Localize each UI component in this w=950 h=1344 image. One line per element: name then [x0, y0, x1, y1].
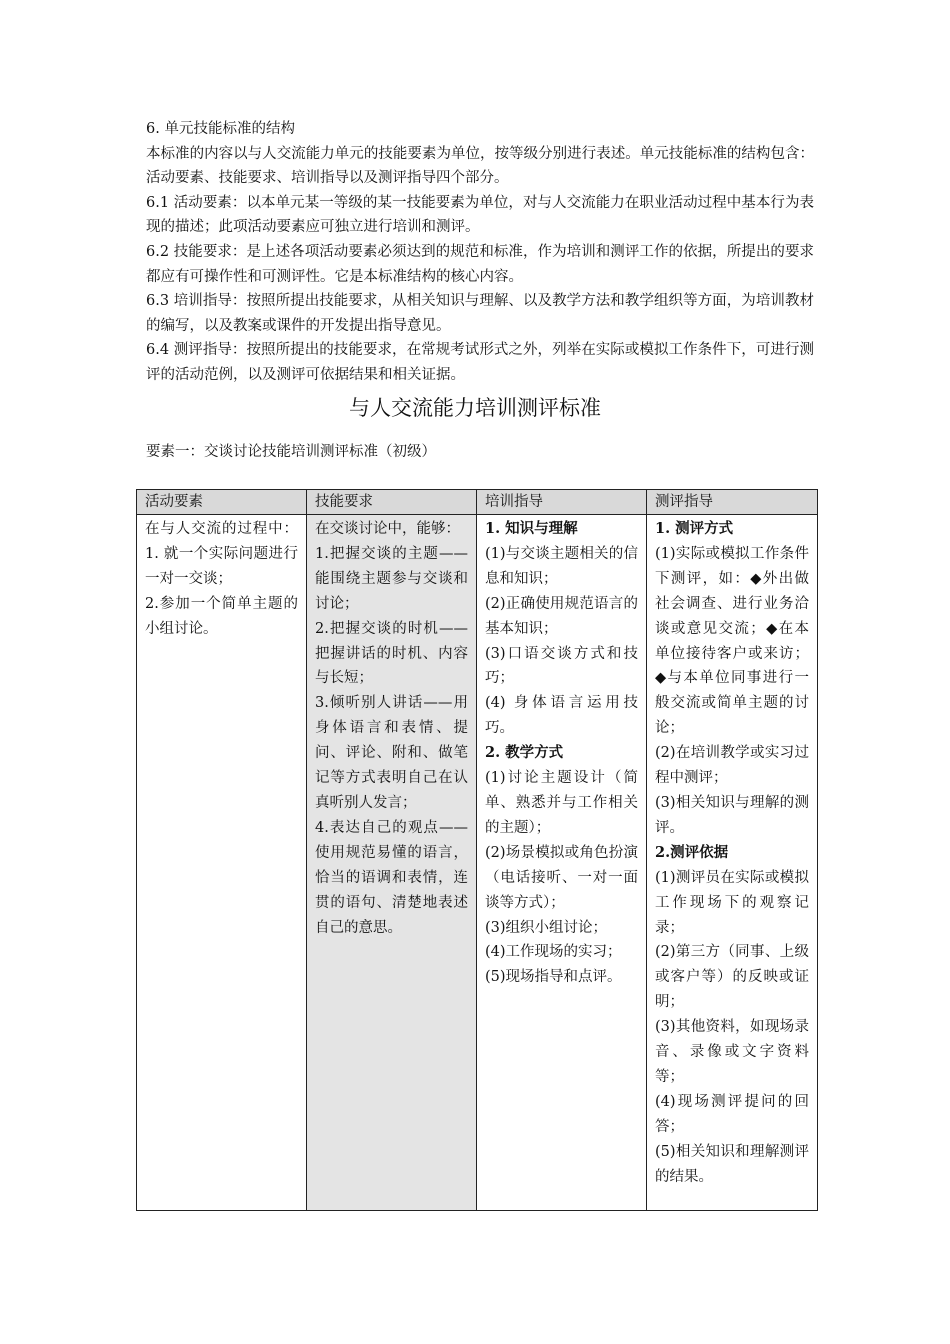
skill-item: 1.把握交谈的主题——能围绕主题参与交谈和讨论； — [315, 545, 468, 612]
intro-paragraph: 6.3 培训指导：按照所提出技能要求，从相关知识与理解、以及教学方法和教学组织等方面，为培训教材的编写，以及教案或课件的开发提出指导意见。 — [146, 293, 814, 334]
training-item: (2)场景模拟或角色扮演（电话接听、一对一面谈等方式）； — [485, 844, 638, 911]
intro-paragraph: 本标准的内容以与人交流能力单元的技能要素为单位，按等级分别进行表述。单元技能标准的结构包含：活动要素、技能要求、培训指导以及测评指导四个部分。 — [146, 145, 814, 187]
training-item: (1)与交谈主题相关的信息和知识； — [485, 545, 638, 587]
training-item: (1)讨论主题设计（简单、熟悉并与工作相关的主题）； — [485, 770, 638, 836]
skill-item: 3.倾听别人讲话——用身体语言和表情、提问、评论、附和、做笔记等方式表明自己在认真听别人发言； — [315, 695, 468, 811]
element-subtitle: 要素一：交谈讨论技能培训测评标准（初级） — [146, 444, 436, 460]
header-training-guidance: 培训指导 — [477, 490, 647, 515]
document-title: 与人交流能力培训测评标准 — [349, 396, 601, 420]
header-assessment-guidance: 测评指导 — [647, 490, 818, 515]
training-subheading: 1. 知识与理解 — [485, 520, 578, 537]
training-item: (3)组织小组讨论； — [485, 919, 608, 936]
training-item: (4) 身体语言运用技巧。 — [485, 695, 638, 737]
training-item: (3)口语交谈方式和技巧； — [485, 645, 638, 687]
activity-item: 2.参加一个简单主题的小组讨论。 — [145, 595, 298, 637]
intro-heading: 6. 单元技能标准的结构 — [146, 121, 295, 137]
skill-item: 4.表达自己的观点——使用规范易懂的语言，恰当的语调和表情，连贯的语句、清楚地表述自己的意思。 — [315, 819, 468, 936]
skill-item: 在交谈讨论中，能够： — [315, 521, 460, 537]
assessment-subheading: 2.测评依据 — [655, 843, 729, 861]
cell-assessment-guidance — [647, 515, 818, 1211]
intro-paragraph: 6.4 测评指导：按照所提出的技能要求，在常规考试形式之外，列举在实际或模拟工作条件下，可进行测评的活动范例，以及测评可依据结果和相关证据。 — [146, 342, 814, 383]
cell-training-guidance — [477, 515, 647, 1211]
standard-table — [136, 489, 818, 1211]
intro-section — [146, 117, 814, 388]
training-item: (4)工作现场的实习； — [485, 944, 622, 961]
assessment-subheading: 1. 测评方式 — [655, 520, 734, 537]
cell-skill-requirements — [307, 515, 477, 1211]
assessment-item: (1)测评员在实际或模拟工作现场下的观察记录； — [655, 869, 809, 936]
table-header-row — [137, 490, 818, 515]
assessment-item: (1)实际或模拟工作条件下测评，如：◆外出做社会调查、进行业务洽谈或意见交流；◆在本单位接待客户或来访；◆与本单位同事进行一般交流或简单主题的讨论； — [655, 545, 809, 737]
assessment-item: (3)相关知识与理解的测评。 — [655, 794, 809, 836]
activity-item: 在与人交流的过程中： 1. 就一个实际问题进行一对一交谈； — [145, 521, 298, 587]
assessment-item: (3)其他资料，如现场录音、录像或文字资料等； — [655, 1019, 809, 1085]
intro-paragraph: 6.1 活动要素：以本单元某一等级的某一技能要素为单位，对与人交流能力在职业活动过程中基本行为表现的描述；此项活动要素应可独立进行培训和测评。 — [146, 194, 814, 236]
assessment-item: (2)在培训教学或实习过程中测评； — [655, 745, 809, 787]
header-activity: 活动要素 — [137, 490, 307, 515]
assessment-item: (5)相关知识和理解测评的结果。 — [655, 1143, 809, 1185]
header-skill-requirements: 技能要求 — [307, 490, 477, 515]
assessment-item: (4)现场测评提问的回答； — [655, 1093, 809, 1135]
training-item: (2)正确使用规范语言的基本知识； — [485, 595, 638, 637]
intro-paragraph: 6.2 技能要求：是上述各项活动要素必须达到的规范和标准，作为培训和测评工作的依据，所提出的要求都应有可操作性和可测评性。它是本标准结构的核心内容。 — [146, 243, 814, 285]
assessment-item: (2)第三方（同事、上级或客户等）的反映或证明； — [655, 944, 809, 1011]
training-item: (5)现场指导和点评。 — [485, 969, 622, 986]
table-row — [137, 515, 818, 1211]
training-subheading: 2. 教学方式 — [485, 744, 564, 762]
cell-activity — [137, 515, 307, 1211]
skill-item: 2.把握交谈的时机——把握讲话的时机、内容与长短； — [315, 620, 468, 687]
